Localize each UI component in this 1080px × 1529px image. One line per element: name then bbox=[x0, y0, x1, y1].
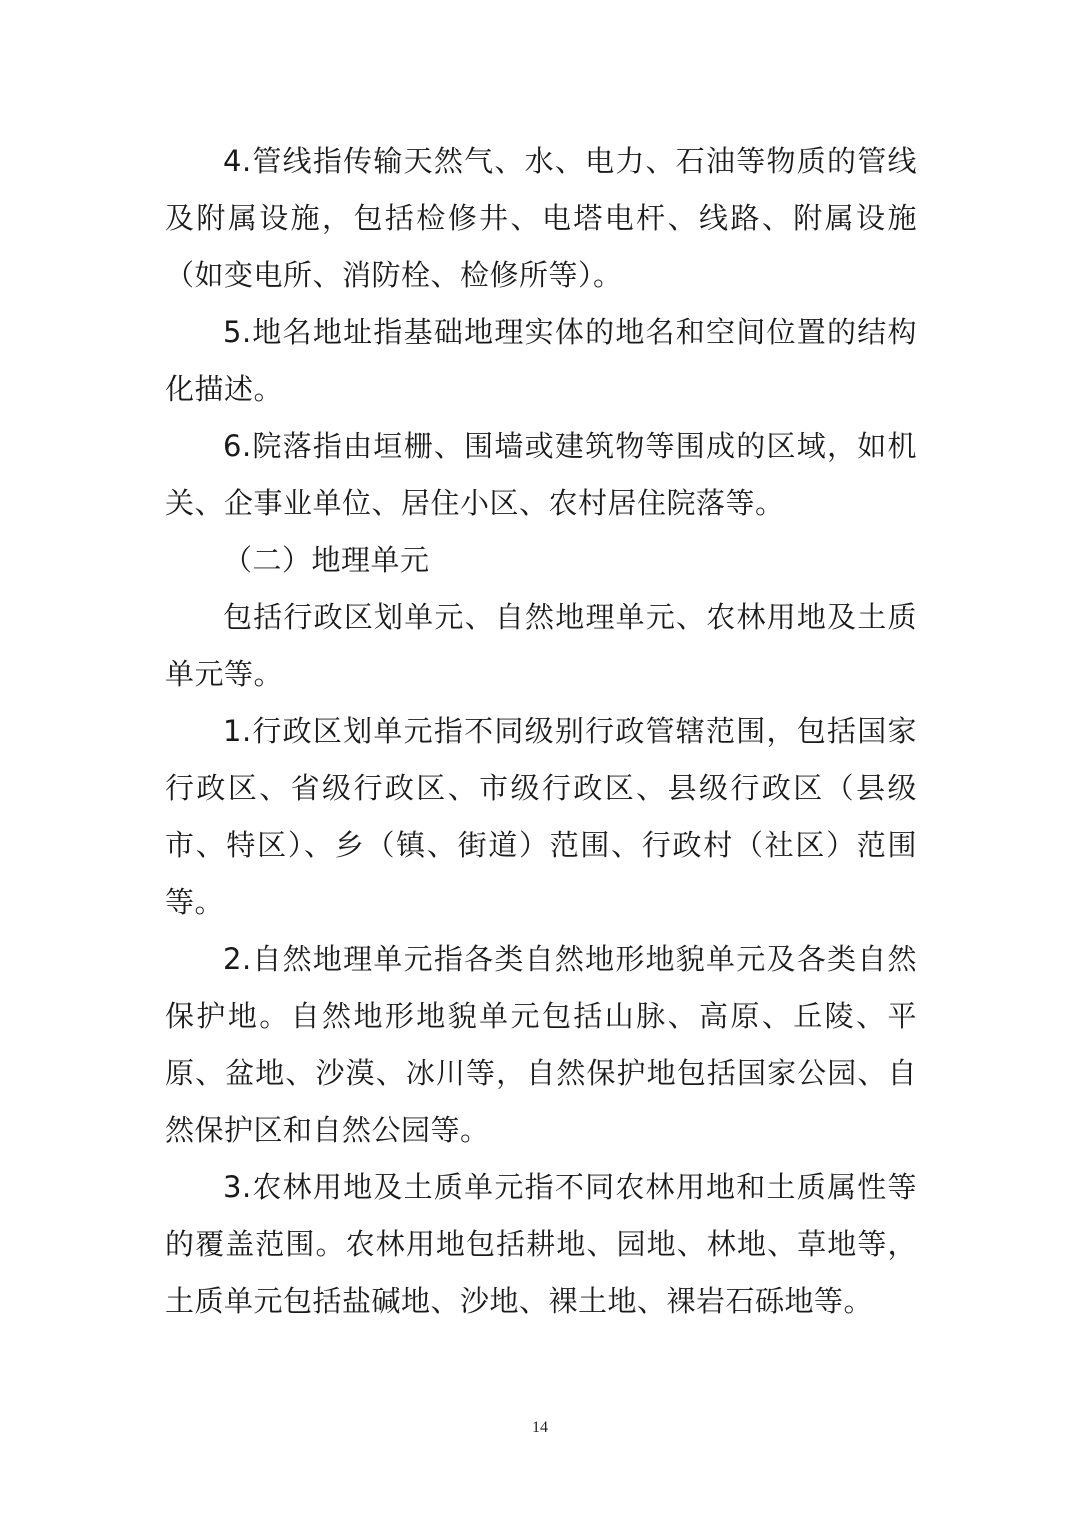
paragraph-administrative-units: 1.行政区划单元指不同级别行政管辖范围，包括国家行政区、省级行政区、市级行政区、县级行政区（县级市、特区）、乡（镇、街道）范围、行政村（社区）范围等。 bbox=[165, 714, 917, 919]
paragraph-place-names: 5.地名地址指基础地理实体的地名和空间位置的结构化描述。 bbox=[165, 315, 917, 406]
paragraph-natural-geographic-units: 2.自然地理单元指各类自然地形地貌单元及各类自然保护地。自然地形地貌单元包括山脉、高原、丘陵、平原、盆地、沙漠、冰川等，自然保护地包括国家公园、自然保护区和自然公园等。 bbox=[165, 942, 917, 1147]
section-heading-geographic-units: （二）地理单元 bbox=[223, 543, 430, 577]
page-number: 14 bbox=[532, 1419, 548, 1436]
section-intro: 包括行政区划单元、自然地理单元、农林用地及土质单元等。 bbox=[165, 600, 917, 691]
paragraph-pipelines: 4.管线指传输天然气、水、电力、石油等物质的管线及附属设施，包括检修井、电塔电杆、线路、附属设施（如变电所、消防栓、检修所等）。 bbox=[165, 144, 917, 292]
paragraph-courtyards: 6.院落指由垣栅、围墙或建筑物等围成的区域，如机关、企事业单位、居住小区、农村居住院落等。 bbox=[165, 429, 917, 520]
paragraph-agricultural-soil-units: 3.农林用地及土质单元指不同农林用地和土质属性等的覆盖范围。农林用地包括耕地、园地、林地、草地等，土质单元包括盐碱地、沙地、裸土地、裸岩石砾地等。 bbox=[165, 1170, 917, 1318]
page-body bbox=[165, 133, 917, 1330]
